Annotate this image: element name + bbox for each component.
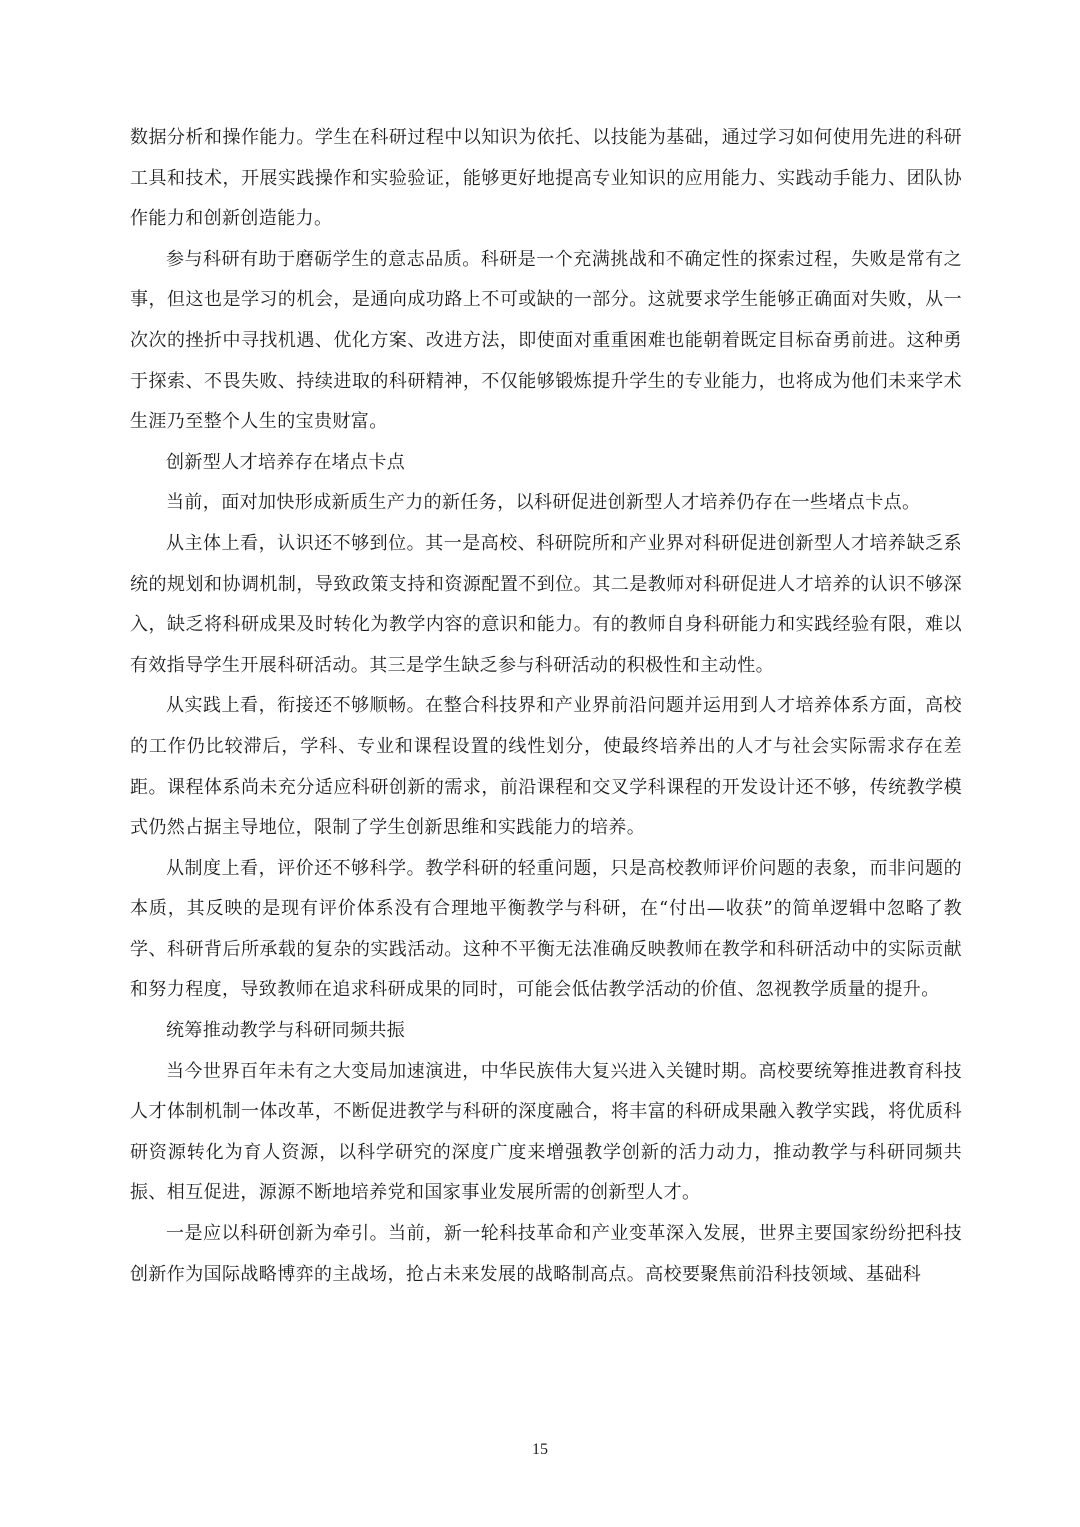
paragraph: 一是应以科研创新为牵引。当前，新一轮科技革命和产业变革深入发展，世界主要国家纷纷把科技创新作为国际战略博弈的主战场，抢占未来发展的战略制高点。高校要聚焦前沿科技领域、基础科 bbox=[130, 1223, 962, 1285]
paragraph: 从主体上看，认识还不够到位。其一是高校、科研院所和产业界对科研促进创新型人才培养缺乏系统的规划和协调机制，导致政策支持和资源配置不到位。其二是教师对科研促进人才培养的认识不够深入，缺乏将科研成果及时转化为教学内容的意识和能力。有的教师自身科研能力和实践经验有限，难以有效指导学生开展科研活动。其三是学生缺乏参与科研活动的积极性和主动性。 bbox=[130, 532, 962, 676]
paragraph: 当今世界百年未有之大变局加速演进，中华民族伟大复兴进入关键时期。高校要统筹推进教育科技人才体制机制一体改革，不断促进教学与科研的深度融合，将丰富的科研成果融入教学实践，将优质科研资源转化为育人资源，以科学研究的深度广度来增强教学创新的活力动力，推动教学与科研同频共振、相互促进，源源不断地培养党和国家事业发展所需的创新型人才。 bbox=[130, 1060, 962, 1204]
paragraph: 从实践上看，衔接还不够顺畅。在整合科技界和产业界前沿问题并运用到人才培养体系方面，高校的工作仍比较滞后，学科、专业和课程设置的线性划分，使最终培养出的人才与社会实际需求存在差距。课程体系尚未充分适应科研创新的需求，前沿课程和交叉学科课程的开发设计还不够，传统教学模式仍然占据主导地位，限制了学生创新思维和实践能力的培养。 bbox=[130, 695, 962, 839]
paragraph: 当前，面对加快形成新质生产力的新任务，以科研促进创新型人才培养仍存在一些堵点卡点。 bbox=[166, 492, 921, 514]
section-heading: 创新型人才培养存在堵点卡点 bbox=[166, 451, 406, 473]
paragraph: 参与科研有助于磨砺学生的意志品质。科研是一个充满挑战和不确定性的探索过程，失败是常有之事，但这也是学习的机会，是通向成功路上不可或缺的一部分。这就要求学生能够正确面对失败，从一次次的挫折中寻找机遇、优化方案、改进方法，即使面对重重困难也能朝着既定目标奋勇前进。这种勇于探索、不畏失败、持续进取的科研精神，不仅能够锻炼提升学生的专业能力，也将成为他们未来学术生涯乃至整个人生的宝贵财富。 bbox=[130, 248, 962, 433]
paragraph-continuation: 数据分析和操作能力。学生在科研过程中以知识为依托、以技能为基础，通过学习如何使用先进的科研工具和技术，开展实践操作和实验验证，能够更好地提高专业知识的应用能力、实践动手能力、团队协作能力和创新创造能力。 bbox=[130, 127, 962, 230]
page-number: 15 bbox=[532, 1441, 548, 1458]
paragraph: 从制度上看，评价还不够科学。教学科研的轻重问题，只是高校教师评价问题的表象，而非问题的本质，其反映的是现有评价体系没有合理地平衡教学与科研，在“付出—收获”的简单逻辑中忽略了教学、科研背后所承载的复杂的实践活动。这种不平衡无法准确反映教师在教学和科研活动中的实际贡献和努力程度，导致教师在追求科研成果的同时，可能会低估教学活动的价值、忽视教学质量的提升。 bbox=[130, 857, 962, 1001]
section-heading: 统筹推动教学与科研同频共振 bbox=[166, 1020, 406, 1042]
document-body bbox=[130, 118, 962, 1295]
